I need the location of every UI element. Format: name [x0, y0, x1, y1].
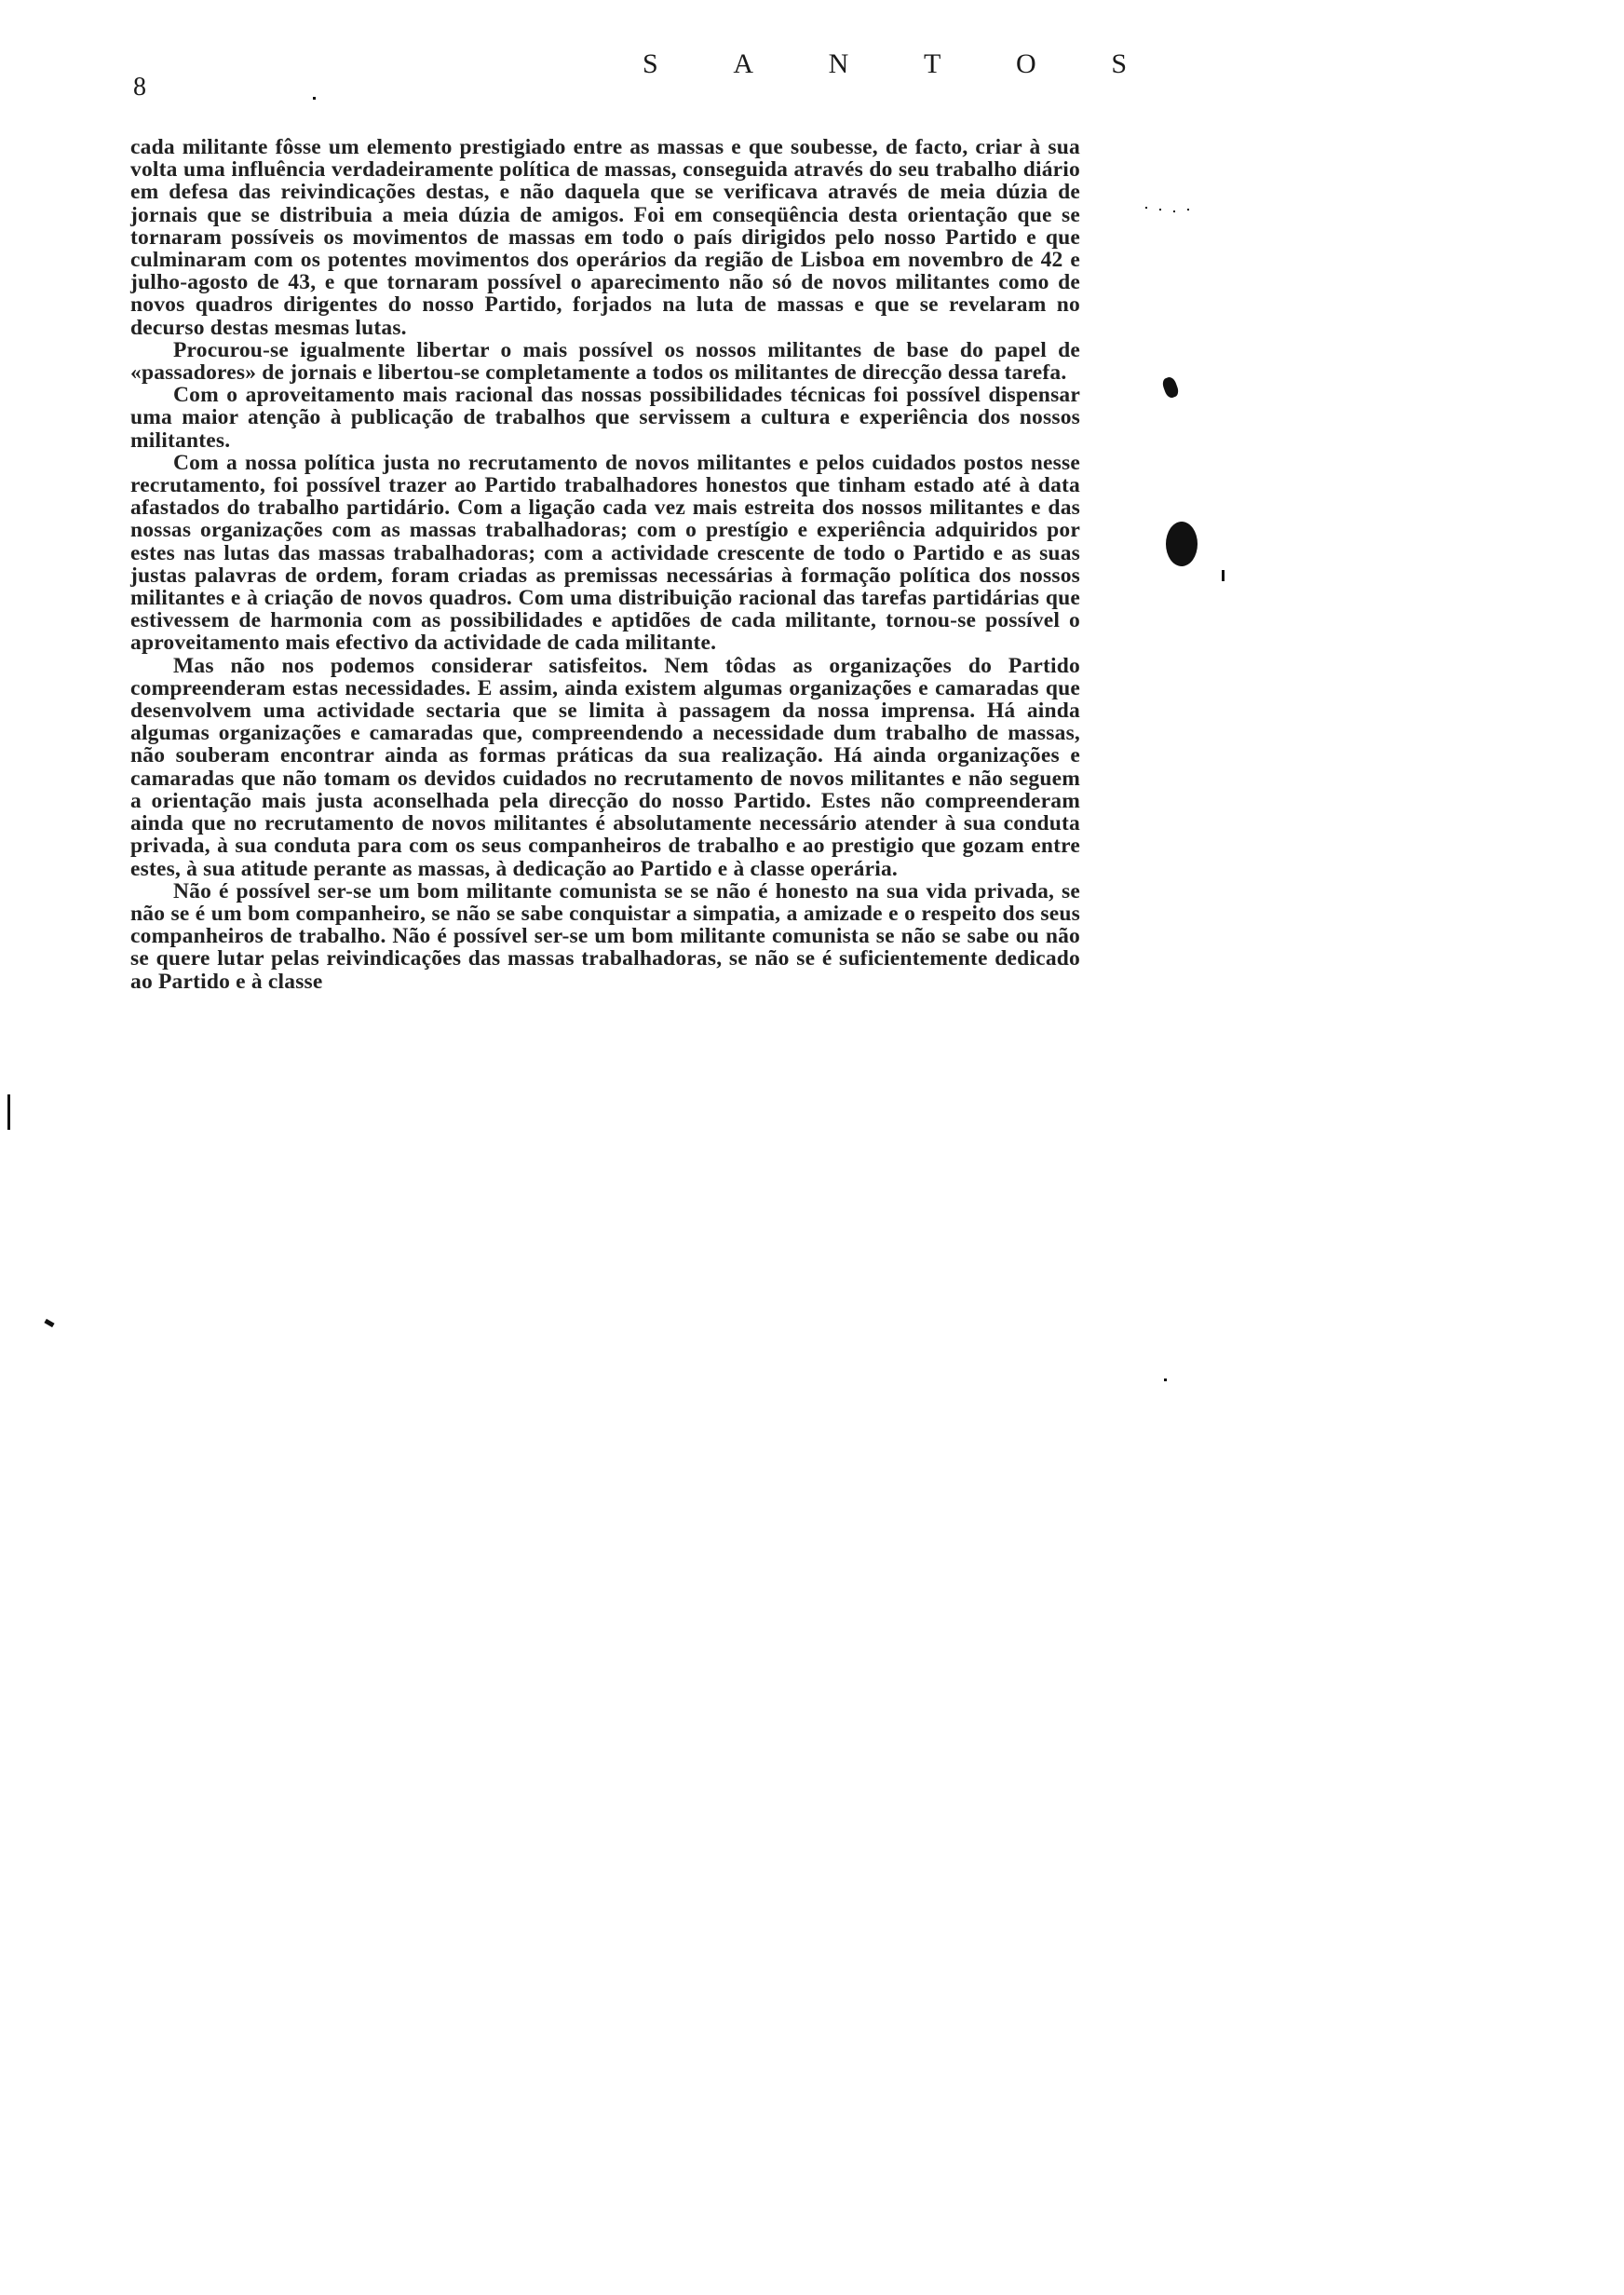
paragraph: cada militante fôsse um elemento prestigiado entre as massas e que soubesse, de facto, criar à sua volta uma influência verdadeiramente política de massas, conseguida através do seu trabalho diário em defesa das reivindicações destas, e não daquela que se verificava através de meia dúzia de jornais que se distribuia a meia dúzia de amigos. Foi em conseqüência desta orientação que se tornaram possíveis os movimentos de massas em todo o país dirigidos pelo nosso Partido e que culminaram com os potentes movimentos dos operários da região de Lisboa em novembro de 42 e julho-agosto de 43, e que tornaram possível o aparecimento não só de novos militantes como de novos quadros dirigentes do nosso Partido, forjados na luta de massas e que se revelaram no decurso destas mesmas lutas. — [130, 135, 1080, 340]
paragraph: Com a nossa política justa no recrutamento de novos militantes e pelos cuidados postos nesse recrutamento, foi possível trazer ao Partido trabalhadores honestos que tinham estado até à data afastados do trabalho partidário. Com a ligação cada vez mais estreita dos nossos militantes e das nossas organizações com as massas trabalhadoras; com o prestígio e experiência adquiridos por estes nas lutas das massas trabalhadoras; com a actividade crescente de todo o Partido e as suas justas palavras de ordem, foram criadas as premissas necessárias à formação política dos nossos militantes e à criação de novos quadros. Com uma distribuição racional das tarefas partidárias que estivessem de harmonia com as possibilidades e aptidões de cada militante, tornou-se possível o aproveitamento mais efectivo da actividade de cada militante. — [130, 450, 1080, 656]
page-number: 8 — [133, 73, 146, 102]
paragraph: Não é possível ser-se um bom militante comunista se se não é honesto na sua vida privada, se não se é um bom companheiro, se não se sabe conquistar a simpatia, a amizade e o respeito dos seus companheiros de trabalho. Não é possível ser-se um bom militante comunista se não se sabe ou não se quere lutar pelas reivindicações das massas trabalhadoras, se não se é suficientemente dedicado ao Partido e à classe — [130, 878, 1080, 994]
body-text — [130, 136, 1080, 993]
paragraph: Procurou-se igualmente libertar o mais possível os nossos militantes de base do papel de «passadores» de jornais e libertou-se completamente a todos os militantes de direcção dessa tarefa. — [130, 337, 1080, 386]
ink-speck — [1164, 1378, 1167, 1381]
header-letter: S — [643, 48, 658, 79]
ink-speck — [313, 97, 316, 100]
header-letter: O — [1015, 48, 1036, 79]
ink-speck — [7, 1094, 10, 1130]
ink-speck — [1145, 207, 1147, 209]
ink-speck — [1161, 375, 1181, 399]
paragraph: Mas não nos podemos considerar satisfeitos. Nem tôdas as organizações do Partido compreenderam estas necessidades. E assim, ainda existem algumas organizações e camaradas que desenvolvem uma actividade sectaria que se limita à passagem da nossa imprensa. Há ainda algumas organizações e camaradas que, compreendendo a necessidade dum trabalho de massas, não souberam encontrar ainda as formas práticas da sua realização. Há ainda organizações e camaradas que não tomam os devidos cuidados no recrutamento de novos militantes e não seguem a orientação mais justa aconselhada pela direcção do nosso Partido. Estes não compreenderam ainda que no recrutamento de novos militantes é absolutamente necessário atender à sua conduta privada, à sua conduta para com os seus companheiros de trabalho e ao prestigio que gozam entre estes, à sua atitude perante as massas, à dedicação ao Partido e à classe operária. — [130, 653, 1080, 881]
header-letter: T — [924, 48, 941, 79]
header-letter: A — [733, 48, 754, 79]
paragraph: Com o aproveitamento mais racional das nossas possibilidades técnicas foi possível dispensar uma maior atenção à publicação de trabalhos que servissem a cultura e experiência dos nossos militantes. — [130, 383, 1080, 453]
ink-speck — [44, 1319, 54, 1327]
header-letter: S — [1111, 48, 1127, 79]
ink-speck — [1187, 209, 1189, 210]
ink-speck — [1173, 210, 1175, 212]
header-letter: N — [828, 48, 849, 79]
running-header — [643, 48, 1127, 80]
ink-speck — [1159, 209, 1161, 210]
ink-blot — [1166, 522, 1198, 566]
ink-speck — [1222, 570, 1225, 581]
